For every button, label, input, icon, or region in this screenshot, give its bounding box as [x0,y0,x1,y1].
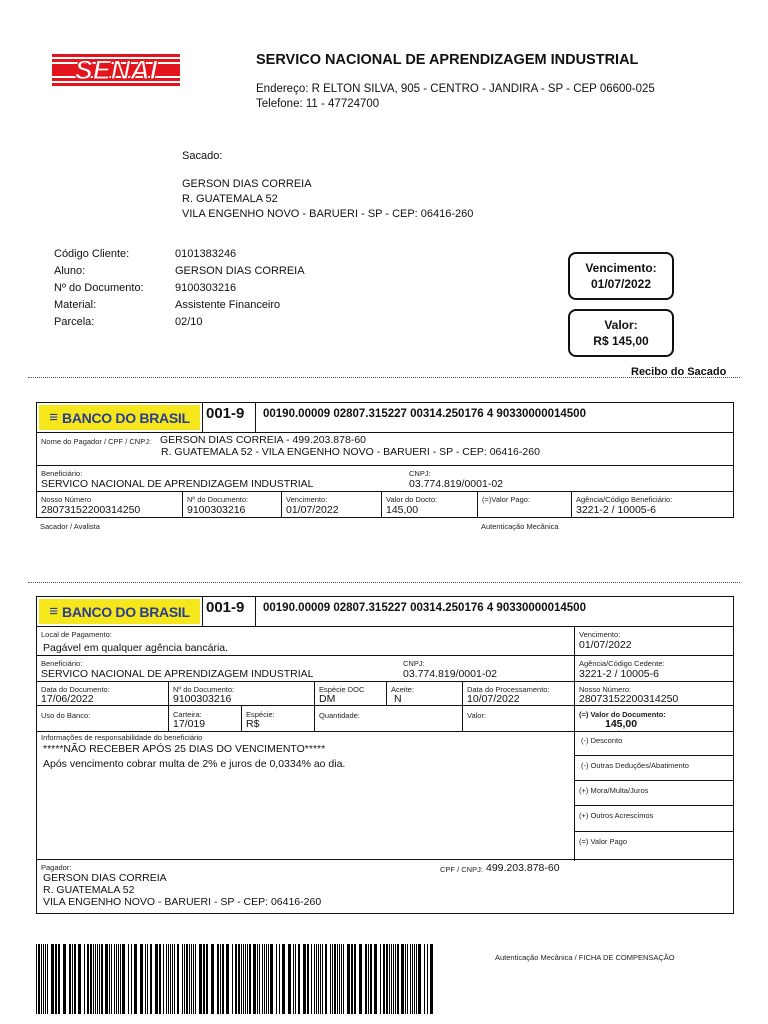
barcode-bar [337,944,338,1014]
barcode-bar [416,944,417,1014]
amount-label: Valor: [604,318,638,332]
sacado-label: Sacado: [182,150,223,162]
digitable-line: 00190.00009 02807.315227 00314.250176 4 90330000014500 [263,408,586,420]
barcode-bar [90,944,92,1014]
barcode-bar [189,944,190,1014]
footer-label: Autenticação Mecânica / FICHA DE COMPENSAÇÃO [495,953,675,962]
barcode-bar [78,944,81,1014]
nosso-numero-label: Nosso Número [41,495,92,504]
barcode-bar [177,944,179,1014]
barcode-bar [111,944,112,1014]
uso-banco-label: Uso do Banco: [41,711,91,720]
barcode-bar [235,944,237,1014]
num-doc-value: 9100303216 [187,504,246,516]
barcode-bar [341,944,342,1014]
carteira-value: 17/019 [173,718,206,730]
barcode-bar [84,944,85,1014]
beneficiario-value: SERVICO NACIONAL DE APRENDIZAGEM INDUSTRIAL [41,478,314,490]
barcode-bar [393,944,394,1014]
barcode-bar [383,944,385,1014]
barcode-bar [184,944,185,1014]
barcode-bar [203,944,205,1014]
divider [202,403,203,432]
divider [281,491,282,517]
pagador-line1: GERSON DIAS CORREIA - 499.203.878-60 [160,434,367,446]
barcode-bar [427,944,428,1014]
barcode-bar [374,944,377,1014]
barcode-bar [410,944,411,1014]
barcode-bar [220,944,221,1014]
sacador-label: Sacador / Avalista [40,522,100,531]
cnpj-value: 03.774.819/0001-02 [409,478,504,490]
barcode-bar [95,944,96,1014]
divider [37,705,733,706]
agencia-label: Agência/Código Cedente: [579,659,665,668]
barcode-bar [199,944,202,1014]
divider [182,491,183,517]
barcode-bar [389,944,390,1014]
divider [37,465,733,466]
pagador-name: GERSON DIAS CORREIA [43,872,167,884]
barcode-bar [145,944,146,1014]
quantidade-label: Quantidade: [319,711,360,720]
vencimento-value: 01/07/2022 [579,639,632,651]
data-doc-value: 17/06/2022 [41,693,94,705]
barcode-bar [211,944,214,1014]
pagador-city: VILA ENGENHO NOVO - BARUERI - SP - CEP: 06416-260 [43,896,322,908]
barcode-bar [72,944,73,1014]
autenticacao-label: Autenticação Mecânica [481,522,559,531]
instrucoes-label: Informações de responsabilidade do beneficiário [41,733,203,742]
valor-pago-label: (=)Valor Pago: [482,495,531,504]
barcode-bar [365,944,367,1014]
barcode-bar [264,944,265,1014]
desconto-label: (-) Desconto [581,736,623,745]
barcode-bar [93,944,94,1014]
divider [381,491,382,517]
data-proc-value: 10/07/2022 [467,693,520,705]
info-value-codigo: 0101383246 [175,248,237,260]
barcode-bar [245,944,246,1014]
barcode-bar [243,944,244,1014]
barcode-bar [69,944,71,1014]
barcode-bar [359,944,362,1014]
amount-value: R$ 145,00 [593,334,649,348]
barcode-bar [122,944,125,1014]
info-labels [54,246,144,331]
bank-logo-icon: ≡ [49,603,59,620]
barcode-bar [191,944,192,1014]
agencia-label: Agência/Código Beneficiário: [576,495,673,504]
local-pagamento-value: Pagável em qualquer agência bancária. [43,642,229,654]
barcode-bar [155,944,158,1014]
aceite-label: Aceite: [391,685,414,694]
cnpj-label: CNPJ: [409,469,431,478]
recibo-label: Recibo do Sacado [631,366,727,378]
cnpj-value: 03.774.819/0001-02 [403,668,498,680]
mora-label: (+) Mora/Multa/Juros [579,786,649,795]
pagador-line2: R. GUATEMALA 52 - VILA ENGENHO NOVO - BARUERI - SP - CEP: 06416-260 [161,446,540,458]
org-address: Endereço: R ELTON SILVA, 905 - CENTRO - JANDIRA - SP - CEP 06600-025 [256,83,655,95]
barcode-bar [307,944,309,1014]
deducoes-label: (-) Outras Deduções/Abatimento [581,761,689,770]
sacado-city: VILA ENGENHO NOVO - BARUERI - SP - CEP: 06416-260 [182,208,474,220]
divider [574,755,733,756]
aceite-value: N [394,693,402,705]
divider [37,491,733,492]
num-doc-label: Nº do Documento: [173,685,235,694]
barcode-bar [101,944,103,1014]
barcode-bar [386,944,388,1014]
info-label-aluno: Aluno: [54,265,86,277]
divider [37,432,733,433]
barcode-bar [370,944,372,1014]
barcode-bar [325,944,327,1014]
barcode-bar [298,944,300,1014]
divider [37,859,733,860]
especie-doc-value: DM [319,693,336,705]
divider [37,731,733,732]
especie-doc-label: Espécie DOC [319,685,365,694]
barcode [36,944,436,1014]
barcode-bar [140,944,143,1014]
due-date-value: 01/07/2022 [590,277,652,291]
nosso-numero-value: 28073152200314250 [579,693,679,705]
divider [462,705,463,731]
due-date-box [568,252,674,300]
divider [574,780,733,781]
divider [574,805,733,806]
barcode-bar [276,944,277,1014]
amount-box [568,309,674,357]
acrescimos-label: (+) Outros Acrescimos [579,811,654,820]
info-value-material: Assistente Financeiro [175,299,281,311]
barcode-bar [288,944,291,1014]
num-doc-label: Nº do Documento: [187,495,249,504]
sacado-street: R. GUATEMALA 52 [182,193,278,205]
barcode-bar [232,944,233,1014]
bank-logo [39,599,200,624]
divider [37,626,733,627]
barcode-bar [118,944,119,1014]
beneficiario-value: SERVICO NACIONAL DE APRENDIZAGEM INDUSTRIAL [41,668,314,680]
barcode-bar [266,944,267,1014]
data-doc-label: Data do Documento: [41,685,110,694]
org-name: SERVICO NACIONAL DE APRENDIZAGEM INDUSTRIAL [256,52,639,68]
info-value-aluno: GERSON DIAS CORREIA [175,265,305,277]
instrucoes-line2: Após vencimento cobrar multa de 2% e juros de 0,0334% ao dia. [43,758,346,770]
divider [241,705,242,731]
beneficiario-label: Beneficiário: [41,659,83,668]
barcode-bar [128,944,129,1014]
divider [386,681,387,705]
barcode-bar [418,944,421,1014]
beneficiario-label: Beneficiário: [41,469,83,478]
barcode-bar [303,944,306,1014]
barcode-bar [105,944,108,1014]
divider [574,831,733,832]
info-label-parcela: Parcela: [54,316,95,328]
valor-documento-label: (=) Valor do Documento: [579,710,666,719]
bank-code: 001-9 [206,599,245,616]
vencimento-label: Vencimento: [286,495,328,504]
barcode-bar [63,944,66,1014]
barcode-bar [150,944,152,1014]
barcode-bars [36,944,436,1014]
divider [477,491,478,517]
info-value-documento: 9100303216 [175,282,237,294]
pagador-label: Nome do Pagador / CPF / CNPJ: [41,437,152,446]
barcode-bar [407,944,408,1014]
barcode-bar [55,944,57,1014]
barcode-bar [41,944,42,1014]
barcode-bar [116,944,117,1014]
barcode-bar [354,944,356,1014]
barcode-bar [174,944,175,1014]
bank-logo [39,405,200,430]
barcode-bar [195,944,196,1014]
divider [314,705,315,731]
barcode-bar [380,944,381,1014]
barcode-bar [131,944,132,1014]
barcode-bar [206,944,208,1014]
divider [37,681,733,682]
bank-code: 001-9 [206,405,245,422]
info-label-codigo: Código Cliente: [54,248,130,260]
barcode-bar [279,944,280,1014]
barcode-bar [293,944,294,1014]
barcode-bar [401,944,404,1014]
barcode-bar [270,944,273,1014]
barcode-bar [166,944,167,1014]
barcode-bar [168,944,169,1014]
divider [168,681,169,705]
barcode-bar [330,944,331,1014]
cut-line-2 [28,582,740,583]
info-label-material: Material: [54,299,97,311]
pagador-street: R. GUATEMALA 52 [43,884,135,896]
barcode-bar [262,944,263,1014]
receipt-box [36,402,734,518]
divider [462,681,463,705]
barcode-bar [257,944,258,1014]
bank-logo-text: BANCO DO BRASIL [62,409,190,426]
divider [255,403,256,432]
cnpj-label: CNPJ: [403,659,425,668]
barcode-bar [51,944,54,1014]
barcode-bar [295,944,296,1014]
divider [571,491,572,517]
barcode-bar [268,944,269,1014]
divider [202,597,203,626]
barcode-bar [322,944,323,1014]
pagador-label: Pagador: [41,863,72,872]
info-label-documento: Nº do Documento: [54,282,144,294]
barcode-bar [99,944,100,1014]
due-date-label: Vencimento: [585,261,657,275]
valor-pago-label: (=) Valor Pago [579,837,628,846]
valor-documento-value: 145,00 [605,718,638,730]
barcode-bar [405,944,406,1014]
bank-logo-text: BANCO DO BRASIL [62,603,190,620]
barcode-bar [114,944,115,1014]
barcode-bar [74,944,76,1014]
barcode-bar [397,944,399,1014]
agencia-value: 3221-2 / 10005-6 [579,668,659,680]
barcode-bar [217,944,219,1014]
barcode-bar [120,944,121,1014]
barcode-bar [424,944,425,1014]
svg-text:SENAI: SENAI [74,55,158,85]
barcode-bar [186,944,188,1014]
barcode-bar [193,944,194,1014]
barcode-bar [343,944,344,1014]
barcode-bar [253,944,256,1014]
info-value-parcela: 02/10 [175,316,203,328]
barcode-bar [332,944,333,1014]
barcode-bar [222,944,224,1014]
barcode-bar [38,944,40,1014]
barcode-bar [159,944,161,1014]
agencia-value: 3221-2 / 10005-6 [576,504,656,516]
barcode-bar [109,944,110,1014]
barcode-bar [391,944,392,1014]
barcode-bar [43,944,44,1014]
valor-label: Valor: [467,711,487,720]
bank-logo-icon: ≡ [49,409,59,426]
barcode-bar [170,944,171,1014]
cpf-label: CPF / CNPJ: [440,865,483,874]
barcode-bar [414,944,415,1014]
divider [574,626,575,861]
info-values [175,246,305,331]
digitable-line: 00190.00009 02807.315227 00314.250176 4 90330000014500 [263,602,586,614]
barcode-bar [311,944,312,1014]
cpf-value: 499.203.878-60 [486,862,560,874]
nosso-numero-value: 28073152200314250 [41,504,141,516]
barcode-bar [249,944,251,1014]
vencimento-value: 01/07/2022 [286,504,339,516]
barcode-bar [430,944,433,1014]
org-phone: Telefone: 11 - 47724700 [256,98,380,110]
barcode-bar [238,944,240,1014]
valor-docto-label: Valor do Docto: [386,495,438,504]
barcode-bar [339,944,340,1014]
barcode-bar [314,944,315,1014]
carteira-label: Carteira: [173,710,202,719]
barcode-bar [320,944,321,1014]
barcode-bar [47,944,48,1014]
num-doc-value: 9100303216 [173,693,232,705]
senai-logo [52,54,180,86]
payment-slip-box [36,596,734,914]
barcode-bar [134,944,137,1014]
barcode-bar [318,944,319,1014]
nosso-numero-label: Nosso Número: [579,685,632,694]
divider [255,597,256,626]
barcode-bar [45,944,46,1014]
divider [37,655,733,656]
barcode-bar [58,944,60,1014]
vencimento-label: Vencimento: [579,630,621,639]
barcode-bar [87,944,89,1014]
instrucoes-line1: *****NÃO RECEBER APÓS 25 DIAS DO VENCIMENTO***** [43,743,326,755]
barcode-bar [226,944,229,1014]
data-proc-label: Data do Processamento: [467,685,550,694]
valor-docto-value: 145,00 [386,504,419,516]
barcode-bar [172,944,173,1014]
barcode-bar [147,944,148,1014]
sacado-name: GERSON DIAS CORREIA [182,178,312,190]
barcode-bar [351,944,353,1014]
especie-value: R$ [246,718,260,730]
divider [168,705,169,731]
barcode-bar [259,944,260,1014]
barcode-bar [36,944,37,1014]
barcode-bar [282,944,285,1014]
barcode-bar [395,944,396,1014]
barcode-bar [412,944,413,1014]
barcode-bar [163,944,164,1014]
barcode-bar [316,944,317,1014]
especie-label: Espécie: [246,710,275,719]
barcode-bar [241,944,242,1014]
barcode-bar [347,944,350,1014]
divider [314,681,315,705]
barcode-bar [368,944,369,1014]
barcode-bar [334,944,336,1014]
barcode-bar [97,944,98,1014]
barcode-bar [182,944,183,1014]
barcode-bar [247,944,248,1014]
local-pagamento-label: Local de Pagamento: [41,630,112,639]
